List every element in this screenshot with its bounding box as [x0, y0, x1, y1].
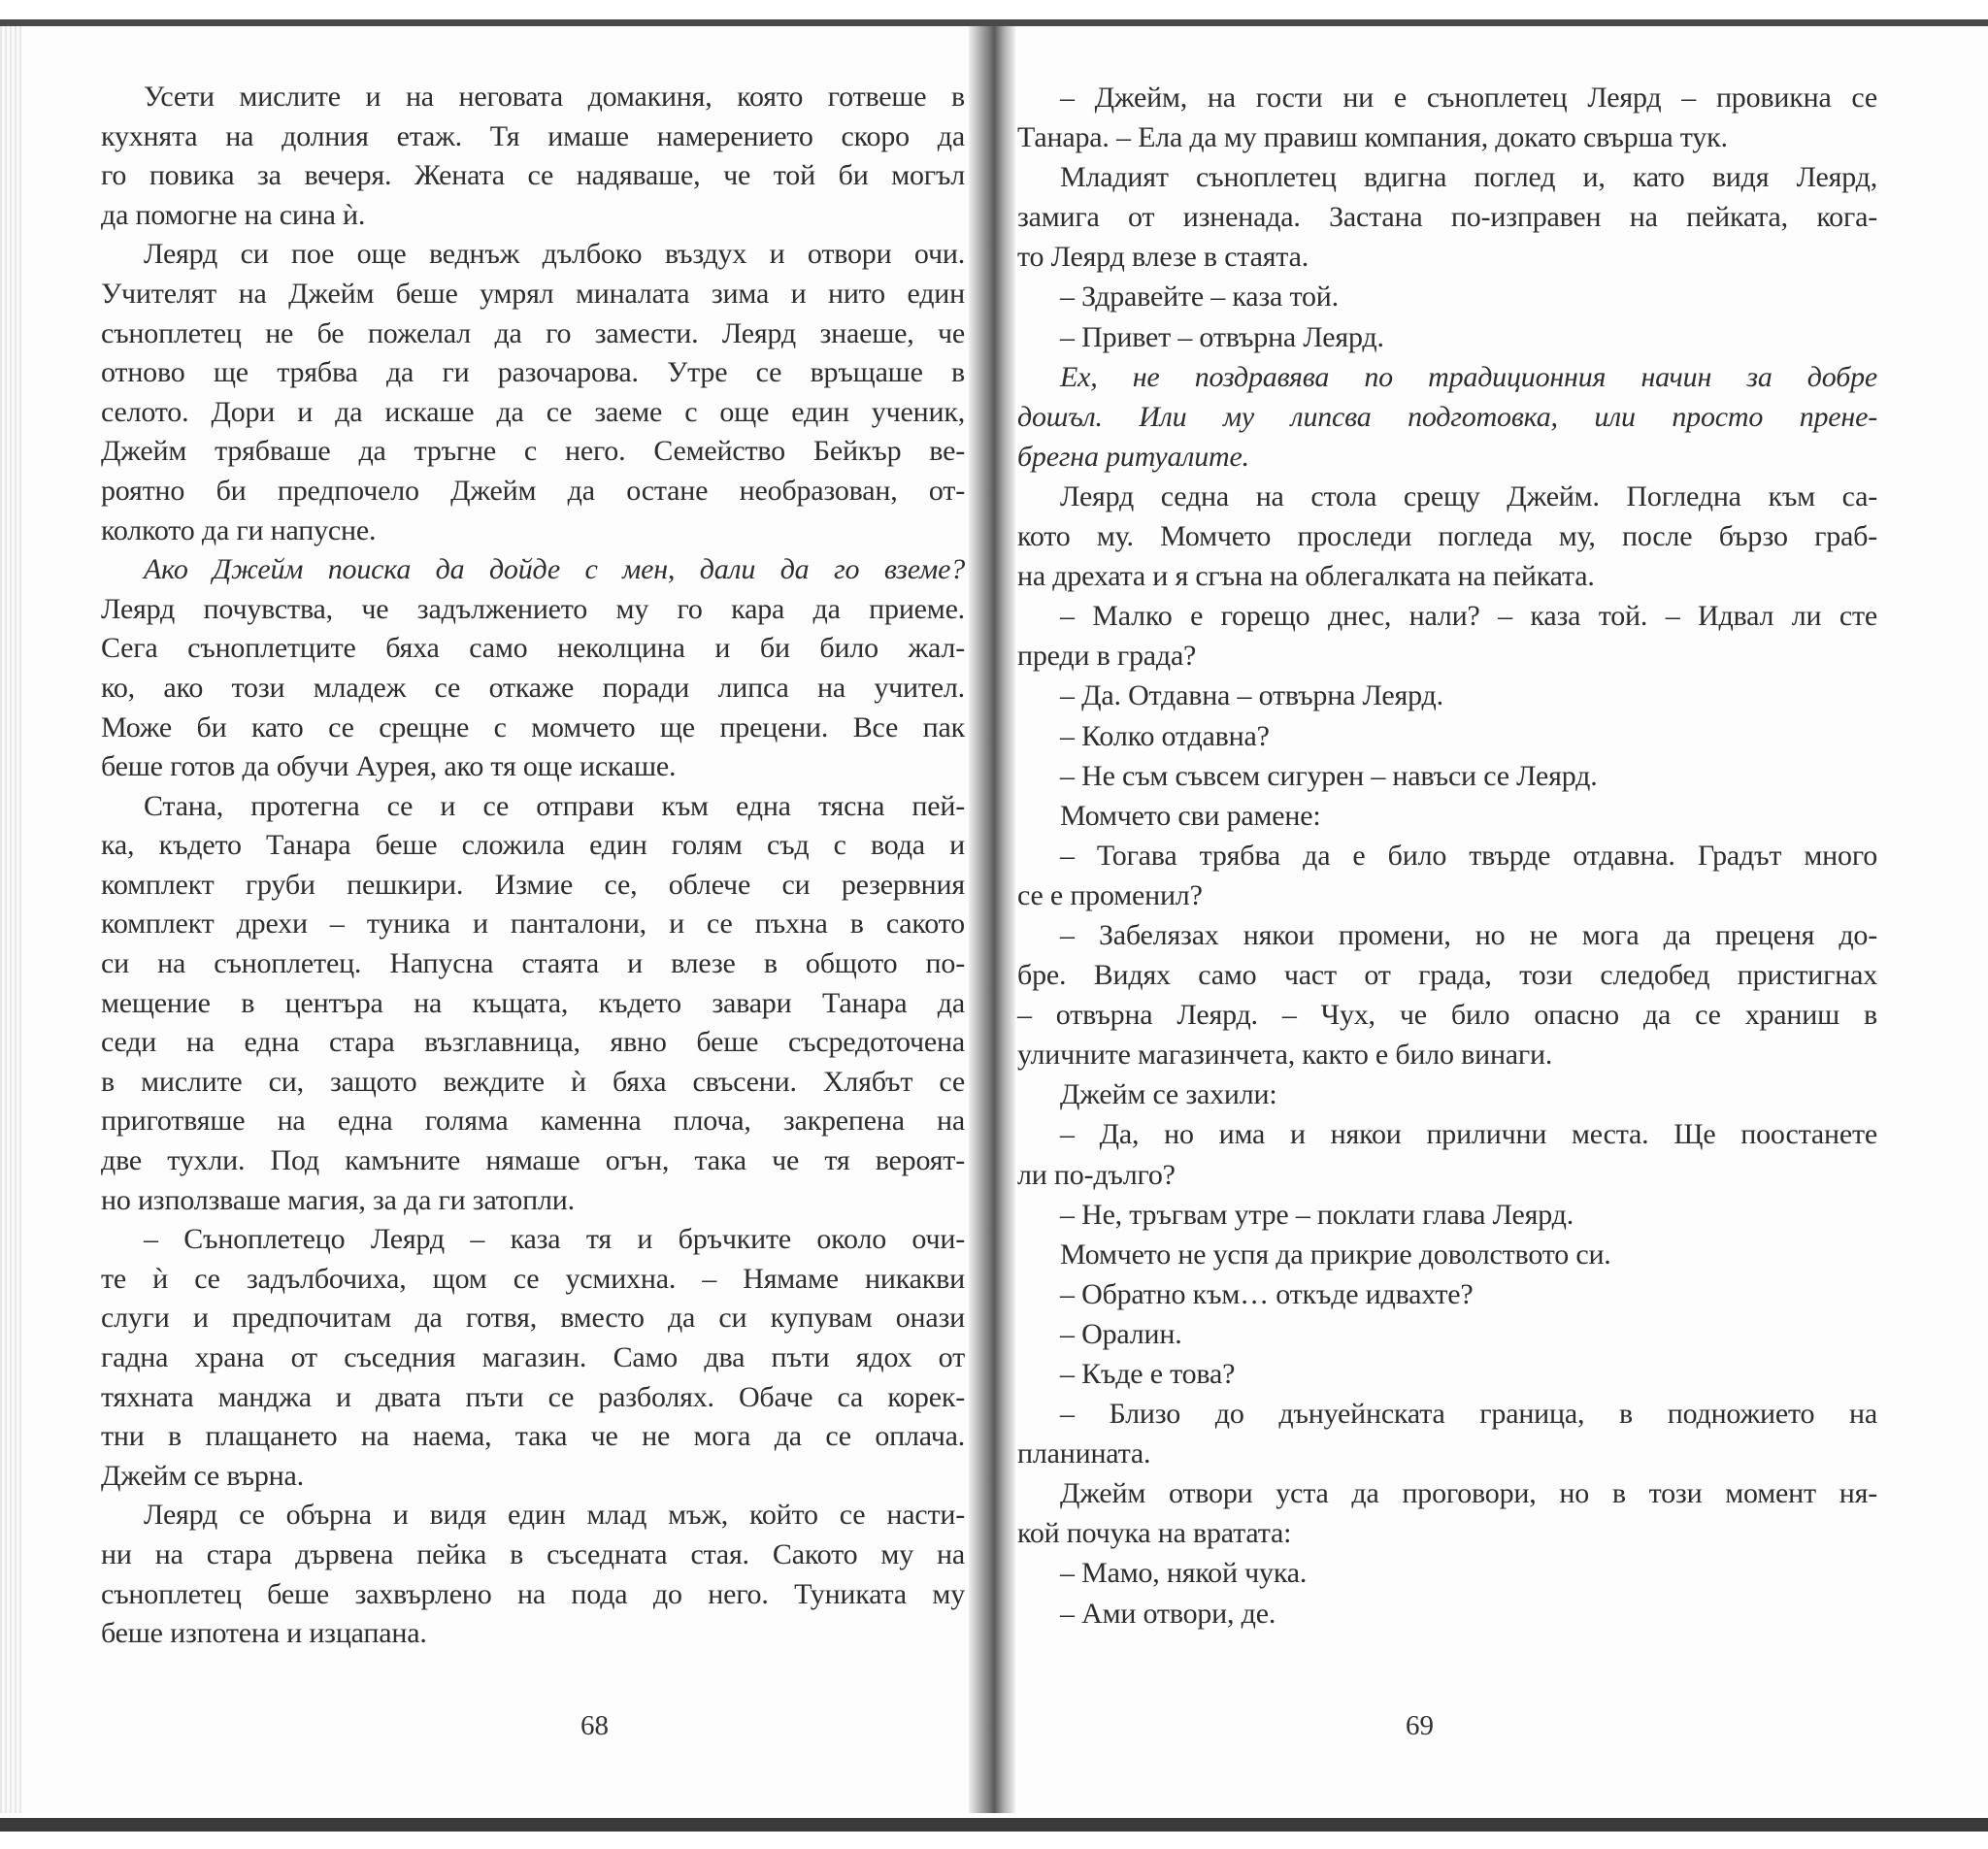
text-line: ка, където Танара беше сложила един голям съд с вода и: [101, 829, 965, 862]
text-line: съноплетец не бе пожелал да го замести. Леярд знаеше, че: [101, 316, 965, 349]
text-line: си на съноплетец. Напусна стаята и влезе в общото по-: [101, 947, 965, 980]
text-line: Джейм отвори уста да проговори, но в този момент ня-: [1060, 1477, 1877, 1510]
text-line: преди в града?: [1017, 640, 1197, 673]
text-line: две тухли. Под камъните нямаше огън, така че тя вероят-: [101, 1144, 965, 1177]
text-line: – Мамо, някой чука.: [1060, 1557, 1308, 1590]
text-line: колкото да ги напусне.: [101, 513, 377, 546]
text-line: гадна храна от съседния магазин. Само два пъти ядох от: [101, 1341, 965, 1373]
text-line: слуги и предпочитам да готвя, вместо да си купувам онази: [101, 1302, 965, 1335]
text-line: тяхната манджа и двата пъти се разболях. Обаче са корек-: [101, 1380, 965, 1413]
text-line: дошъл. Или му липсва подготовка, или просто прене-: [1017, 400, 1877, 433]
text-line: приготвяше на една голяма каменна плоча, закрепена на: [101, 1105, 965, 1138]
text-line: Може би като се срещне с момчето ще прецени. Все пак: [101, 710, 965, 743]
text-line: Танара. – Ела да му правиш компания, докато свърша тук.: [1017, 121, 1728, 154]
text-line: Джейм се върна.: [101, 1459, 304, 1492]
text-line: Леярд почувства, че задължението му го кара да приеме.: [101, 592, 965, 625]
text-line: – Не, тръгвам утре – поклати глава Леярд.: [1060, 1198, 1574, 1231]
text-line: Ако Джейм поиска да дойде с мен, дали да го вземе?: [144, 553, 965, 586]
text-line: роятно би предпочело Джейм да остане необразован, от-: [101, 474, 965, 507]
text-line: Младият съноплетец вдигна поглед и, като видя Леярд,: [1060, 161, 1877, 194]
text-line: – Забелязах някои промени, но не мога да преценя до-: [1060, 918, 1877, 951]
text-line: – Малко е горещо днес, нали? – каза той. – Идвал ли сте: [1060, 600, 1877, 633]
text-line: Леярд се обърна и видя един млад мъж, който се насти-: [144, 1499, 965, 1532]
text-line: съноплетец беше захвърлено на пода до него. Туниката му: [101, 1577, 965, 1610]
text-line: мещение в центъра на къщата, където завари Танара да: [101, 986, 965, 1019]
text-line: те ѝ се задълбочиха, щом се усмихна. – Нямаме никакви: [101, 1262, 965, 1295]
text-line: бре. Видях само част от града, този следобед пристигнах: [1017, 959, 1877, 992]
text-line: – Джейм, на гости ни е съноплетец Леярд – провикна се: [1060, 82, 1877, 114]
text-line: – Къде е това?: [1060, 1358, 1236, 1390]
text-line: – Ами отвори, де.: [1060, 1597, 1276, 1630]
book-gutter-shadow: [969, 26, 1015, 1813]
text-line: кухнята на долния етаж. Тя имаше намерението скоро да: [101, 119, 965, 152]
text-line: отново ще трябва да ги разочарова. Утре се връщаше в: [101, 356, 965, 389]
text-line: Стана, протегна се и се отправи към една тясна пей-: [144, 789, 965, 822]
text-line: тни в плащането на наема, така че не мога да се оплача.: [101, 1420, 965, 1453]
page-number-left: 68: [580, 1710, 609, 1741]
text-line: то Леярд влезе в стаята.: [1017, 241, 1309, 274]
text-line: Учителят на Джейм беше умрял миналата зима и нито един: [101, 277, 965, 310]
text-line: се е променил?: [1017, 878, 1203, 911]
text-line: – Привет – отвърна Леярд.: [1060, 320, 1384, 353]
text-line: планината.: [1017, 1437, 1151, 1470]
text-line: Джейм трябваше да тръгне с него. Семейство Бейкър ве-: [101, 435, 965, 468]
text-line: – Да. Отдавна – отвърна Леярд.: [1060, 679, 1443, 712]
text-line: Момчето сви рамене:: [1060, 799, 1321, 832]
page-number-right: 69: [1406, 1710, 1434, 1741]
text-line: – Тогава трябва да е било твърде отдавна. Градът много: [1060, 839, 1877, 872]
text-line: кой почука на вратата:: [1017, 1517, 1292, 1550]
text-line: в мислите си, защото веждите ѝ бяха свъсени. Хлябът се: [101, 1065, 965, 1098]
text-line: кото му. Момчето проследи погледа му, после бързо граб-: [1017, 520, 1877, 553]
text-line: но използваше магия, за да ги затопли.: [101, 1183, 575, 1216]
text-line: замига от изненада. Застана по-изправен на пейката, кога-: [1017, 201, 1877, 234]
text-line: комплект груби пешкири. Измие се, облече си резервния: [101, 868, 965, 901]
text-line: – Колко отдавна?: [1060, 719, 1270, 752]
text-line: Леярд седна на стола срещу Джейм. Погледна към са-: [1060, 479, 1877, 512]
text-line: – отвърна Леярд. – Чух, че било опасно да се храниш в: [1017, 999, 1877, 1032]
text-line: – Да, но има и някои прилични места. Ще поостанете: [1060, 1118, 1877, 1151]
text-line: Сега съноплетците бяха само неколцина и би било жал-: [101, 632, 965, 665]
text-line: Леярд си пое още веднъж дълбоко въздух и отвори очи.: [144, 238, 965, 271]
text-line: селото. Дори и да искаше да се заеме с още един ученик,: [101, 395, 965, 428]
text-line: Момчето не успя да прикрие доволството си.: [1060, 1238, 1611, 1271]
text-line: уличните магазинчета, както е било винаги.: [1017, 1039, 1553, 1072]
text-line: ни на стара дървена пейка в съседната стая. Сакото му на: [101, 1537, 965, 1570]
right-page-text: [1017, 78, 1877, 1679]
text-line: – Близо до дънуейнската граница, в подножието на: [1060, 1398, 1877, 1431]
text-line: беше изпотена и изцапана.: [101, 1617, 427, 1650]
text-line: – Не съм съвсем сигурен – навъси се Леярд.: [1060, 759, 1598, 792]
text-line: на дрехата и я сгъна на облегалката на пейката.: [1017, 560, 1595, 593]
text-line: комплект дрехи – туника и панталони, и се пъхна в сакото: [101, 908, 965, 941]
left-page-text: [101, 78, 965, 1679]
text-line: – Обратно към… откъде идвахте?: [1060, 1277, 1474, 1310]
scan-bottom-border: [0, 1813, 1988, 1849]
scan-top-border: [0, 0, 1988, 21]
text-line: Ех, не поздравява по традиционния начин за добре: [1060, 360, 1877, 393]
text-line: седи на една стара възглавница, явно беше съсредоточена: [101, 1026, 965, 1059]
text-line: брегна ритуалите.: [1017, 440, 1249, 473]
page-stack-edge: [0, 26, 21, 1813]
text-line: ко, ако този младеж се откаже поради липса на учител.: [101, 671, 965, 704]
text-line: беше готов да обучи Аурея, ако тя още искаше.: [101, 750, 677, 783]
text-line: да помогне на сина ѝ.: [101, 198, 366, 231]
text-line: – Съноплетецо Леярд – каза тя и бръчките около очи-: [144, 1223, 965, 1256]
text-line: – Здравейте – каза той.: [1060, 281, 1339, 314]
text-line: – Оралин.: [1060, 1317, 1182, 1350]
text-line: Усети мислите и на неговата домакиня, която готвеше в: [144, 81, 965, 113]
text-line: Джейм се захили:: [1060, 1078, 1277, 1111]
text-line: ли по-дълго?: [1017, 1158, 1176, 1191]
text-line: го повика за вечеря. Жената се надяваше, че той би могъл: [101, 159, 965, 192]
